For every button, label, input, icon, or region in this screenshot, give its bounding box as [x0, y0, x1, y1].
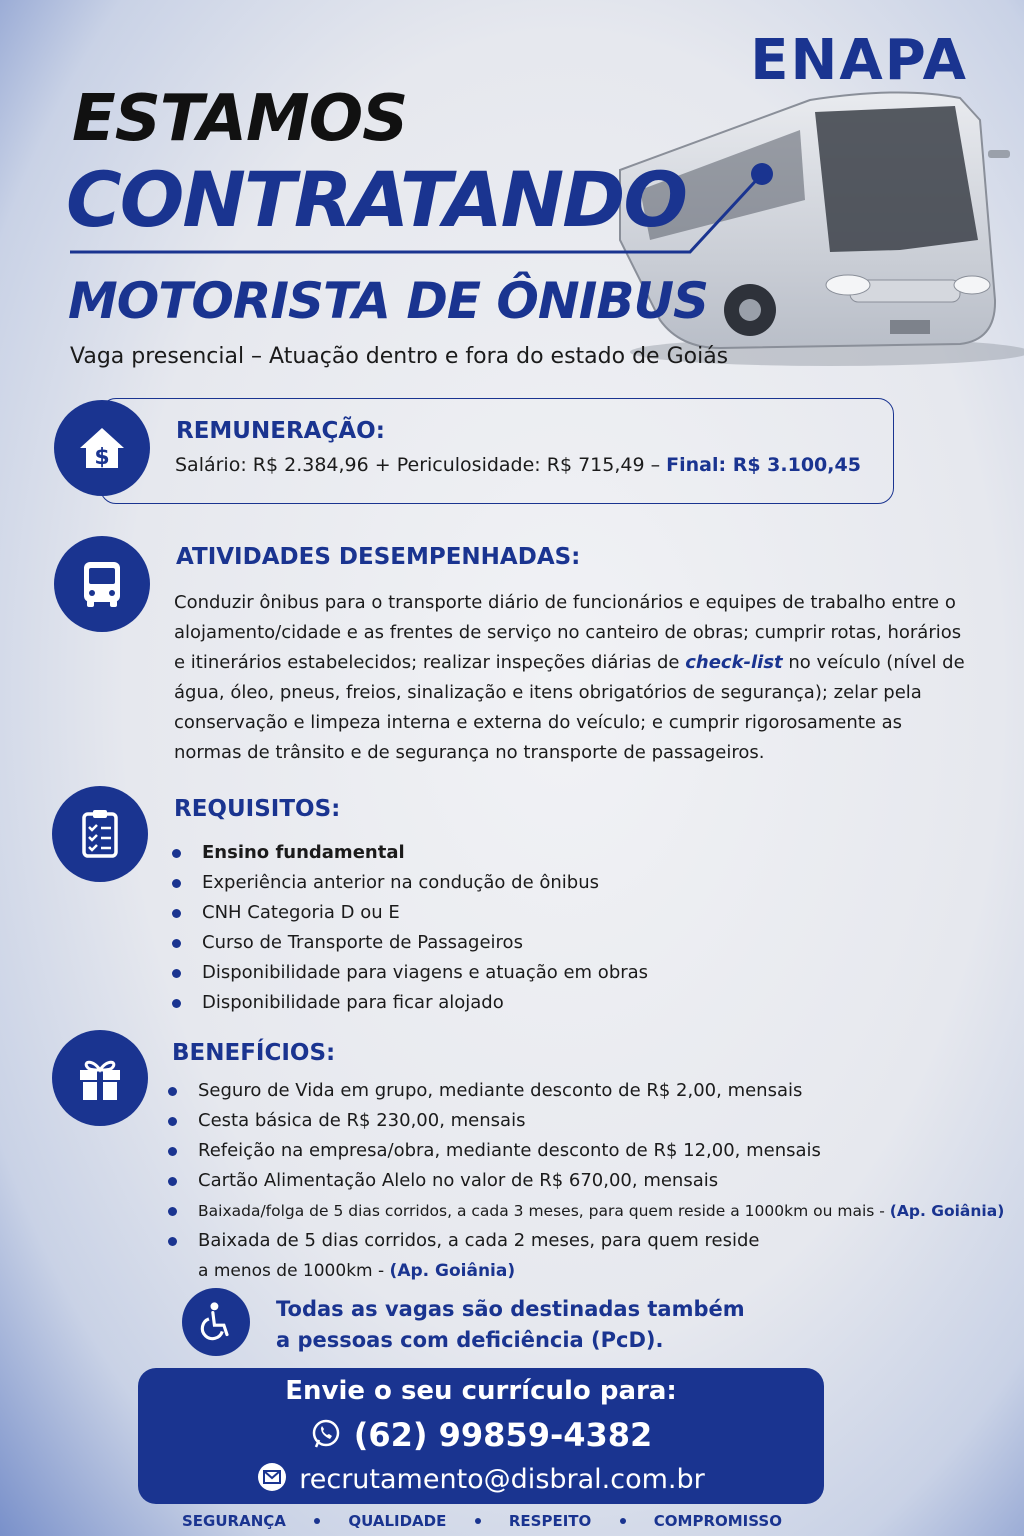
list-item: Ensino fundamental: [172, 838, 648, 868]
remuneracao-box: [100, 398, 894, 504]
atividades-title: ATIVIDADES DESEMPENHADAS:: [176, 544, 581, 570]
headline-accent-line: [70, 160, 790, 260]
beneficio-baixada-ap: (Ap. Goiânia): [389, 1261, 516, 1281]
remuneracao-text: [175, 454, 861, 476]
beneficio-baixada-continuation: [198, 1256, 515, 1286]
list-item: Experiência anterior na condução de ônibus: [172, 868, 648, 898]
atividades-text-part2: no veículo (nível de água, óleo, pneus, freios, sinalização e itens obrigatórios de segurança); zelar pela conservação e limpeza interna e externa do veículo; e cumprir rigorosamente as normas de trânsito e de segurança no transporte de passageiros.: [174, 652, 965, 763]
requisitos-list: [172, 838, 648, 1018]
job-role-title: MOTORISTA DE ÔNIBUS: [68, 272, 709, 330]
footer-value: COMPROMISSO: [653, 1512, 782, 1530]
footer-value: QUALIDADE: [348, 1512, 447, 1530]
footer-values: [182, 1512, 782, 1530]
footer-value: RESPEITO: [508, 1512, 592, 1530]
list-item: Seguro de Vida em grupo, mediante desconto de R$ 2,00, mensais: [168, 1076, 1004, 1106]
wheelchair-icon: [182, 1288, 250, 1356]
salary-breakdown: Salário: R$ 2.384,96 + Periculosidade: R$ 715,49 –: [175, 454, 661, 476]
footer-value: SEGURANÇA: [182, 1512, 286, 1530]
list-item: CNH Categoria D ou E: [172, 898, 648, 928]
atividades-text: [174, 588, 974, 768]
contact-phone[interactable]: (62) 99859-4382: [353, 1416, 653, 1454]
separator-dot: [620, 1518, 626, 1524]
beneficio-baixada-line2: a menos de 1000km -: [198, 1261, 385, 1281]
beneficios-title: BENEFÍCIOS:: [172, 1040, 336, 1066]
job-subtitle: Vaga presencial – Atuação dentro e fora do estado de Goiás: [70, 344, 729, 369]
brand-logo: ENAPA: [750, 28, 968, 93]
list-item: Baixada de 5 dias corridos, a cada 2 meses, para quem reside: [168, 1226, 1004, 1256]
contact-email-row[interactable]: [138, 1462, 824, 1495]
headline-line2: CONTRATANDO: [66, 155, 686, 244]
pcd-notice: [276, 1294, 745, 1356]
atividades-text-part1: Conduzir ônibus para o transporte diário de funcionários e equipes de trabalho entre o alojamento/cidade e as frentes de serviço no canteiro de obras; cumprir rotas, horários e itinerários estabelecidos; realizar inspeções diárias de: [174, 592, 962, 673]
list-item: Refeição na empresa/obra, mediante desconto de R$ 12,00, mensais: [168, 1136, 1004, 1166]
list-item: Cartão Alimentação Alelo no valor de R$ 670,00, mensais: [168, 1166, 1004, 1196]
pcd-line1: Todas as vagas são destinadas também: [276, 1297, 745, 1321]
bus-icon: [54, 536, 150, 632]
headline-line1: ESTAMOS: [72, 82, 408, 156]
separator-dot: [314, 1518, 320, 1524]
email-icon: [257, 1462, 287, 1492]
pcd-line2: a pessoas com deficiência (PcD).: [276, 1328, 664, 1352]
remuneracao-title: REMUNERAÇÃO:: [176, 418, 385, 444]
salary-final: Final: R$ 3.100,45: [666, 454, 861, 476]
list-item: [168, 1196, 1004, 1226]
clipboard-checklist-icon: [52, 786, 148, 882]
contact-email[interactable]: recrutamento@disbral.com.br: [299, 1464, 705, 1495]
beneficio-folga-text: Baixada/folga de 5 dias corridos, a cada 3 meses, para quem reside a 1000km ou mais -: [198, 1202, 885, 1220]
list-item: Disponibilidade para viagens e atuação em obras: [172, 958, 648, 988]
contact-box: [138, 1368, 824, 1504]
separator-dot: [475, 1518, 481, 1524]
contact-title: Envie o seu currículo para:: [285, 1376, 677, 1406]
gift-icon: [52, 1030, 148, 1126]
svg-text:$: $: [94, 445, 110, 470]
list-item: Curso de Transporte de Passageiros: [172, 928, 648, 958]
contact-phone-row[interactable]: [138, 1416, 824, 1454]
list-item: Disponibilidade para ficar alojado: [172, 988, 648, 1018]
whatsapp-icon: [310, 1418, 342, 1450]
checklist-highlight: check-list: [685, 652, 783, 673]
beneficio-folga-ap: (Ap. Goiânia): [889, 1202, 1005, 1220]
list-item: Cesta básica de R$ 230,00, mensais: [168, 1106, 1004, 1136]
requisitos-title: REQUISITOS:: [174, 796, 341, 822]
beneficios-list: [168, 1076, 1004, 1256]
house-dollar-icon: [54, 400, 150, 496]
